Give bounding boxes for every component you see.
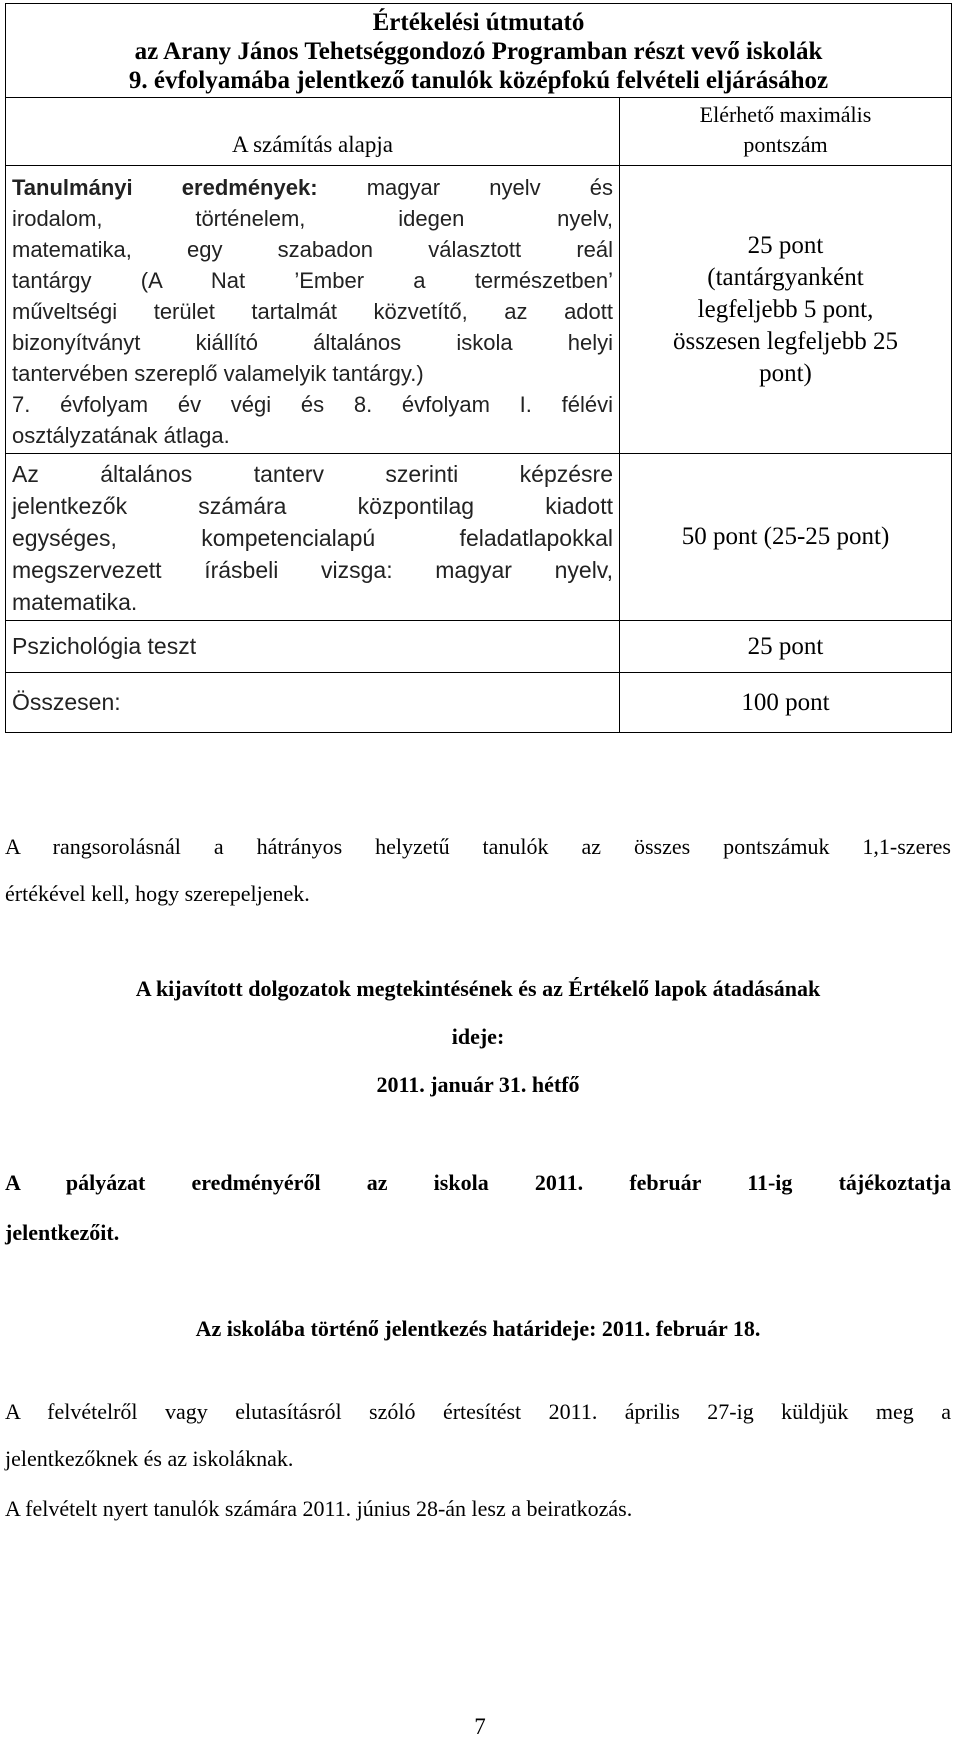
academic-line-3: matematika, egy szabadon választott reál [12,237,613,262]
table-row [6,673,952,733]
written-exam-cell [6,454,620,621]
academic-line-1-rest: magyar nyelv és [366,175,613,200]
psychology-test-label: Pszichológia teszt [6,621,620,673]
review-line-2: ideje: [451,1024,505,1049]
academic-points-cell [620,166,952,454]
disadvantaged-line-1: A rangsorolásnál a hátrányos helyzetű tanulók az összes pontszámuk 1,1-szeres [5,834,951,859]
academic-results-label: Tanulmányi eredmények: [12,175,318,200]
results-notice [5,1158,951,1258]
max-points-header-line-1: Elérhető maximális [699,102,872,127]
max-points-header-line-2: pontszám [743,132,828,157]
title-line-2: az Arany János Tehetséggondozó Programban részt vevő iskolák [134,38,823,65]
exam-line-2: jelentkezők számára központilag kiadott [12,493,613,519]
application-deadline: Az iskolába történő jelentkezés határideje: 2011. február 18. [195,1316,761,1341]
total-points: 100 pont [620,673,952,733]
review-notice [5,965,951,1109]
title-line-3: 9. évfolyamába jelentkező tanulók középfokú felvételi eljárásához [128,67,829,94]
notification-line-1: A felvételről vagy elutasításról szóló értesítést 2011. április 27-ig küldjük meg a [5,1399,951,1424]
exam-line-4: megszervezett írásbeli vizsga: magyar nyelv, [12,557,613,583]
table-row [6,454,952,621]
academic-results-cell [6,166,620,454]
total-label: Összesen: [6,673,620,733]
review-line-1: A kijavított dolgozatok megtekintésének és az Értékelő lapok átadásának [135,976,821,1001]
academic-line-8: 7. évfolyam év végi és 8. évfolyam I. félévi [12,392,613,417]
review-date: 2011. január 31. hétfő [376,1072,580,1097]
exam-line-3: egységes, kompetencialapú feladatlapokkal [12,525,613,551]
results-line-1: A pályázat eredményéről az iskola 2011. február 11-ig tájékoztatja [5,1170,951,1195]
academic-line-1 [12,172,613,203]
academic-points-line-5: pont) [759,359,812,387]
table-row [6,166,952,454]
column-header-basis: A számítás alapja [6,98,620,166]
disadvantaged-note [5,823,951,917]
written-exam-points: 50 pont (25-25 pont) [620,454,952,621]
evaluation-table [5,3,952,733]
academic-points-line-1: 25 pont [747,231,824,259]
page-number: 7 [474,1714,486,1739]
academic-line-2: irodalom, történelem, idegen nyelv, [12,206,613,231]
exam-line-5: matematika. [12,589,138,615]
psychology-test-points: 25 pont [620,621,952,673]
academic-line-7: tantervében szereplő valamelyik tantárgy.) [12,361,424,386]
academic-line-9: osztályzatának átlaga. [12,423,230,448]
academic-points-line-4: összesen legfeljebb 25 [673,327,898,355]
academic-line-6: bizonyítványt kiállító általános iskola helyi [12,330,613,355]
disadvantaged-line-2: értékével kell, hogy szerepeljenek. [5,881,310,906]
academic-points-line-3: legfeljebb 5 pont, [697,295,874,323]
notification-line-2: jelentkezőknek és az iskoláknak. [5,1446,294,1471]
table-header-row [6,98,952,166]
table-row [6,621,952,673]
academic-points-line-2: (tantárgyanként [707,263,864,291]
enrollment-note: A felvételt nyert tanulók számára 2011. június 28-án lesz a beiratkozás. [5,1496,633,1521]
results-line-2: jelentkezőit. [5,1220,120,1245]
table-title [6,4,952,98]
notification-note [5,1388,951,1482]
academic-line-4: tantárgy (A Nat ’Ember a természetben’ [12,268,613,293]
title-line-1: Értékelési útmutató [372,9,585,36]
exam-line-1: Az általános tanterv szerinti képzésre [12,461,613,487]
column-header-max-points [620,98,952,166]
table-title-row [6,4,952,98]
academic-line-5: műveltségi terület tartalmát közvetítő, az adott [12,299,613,324]
